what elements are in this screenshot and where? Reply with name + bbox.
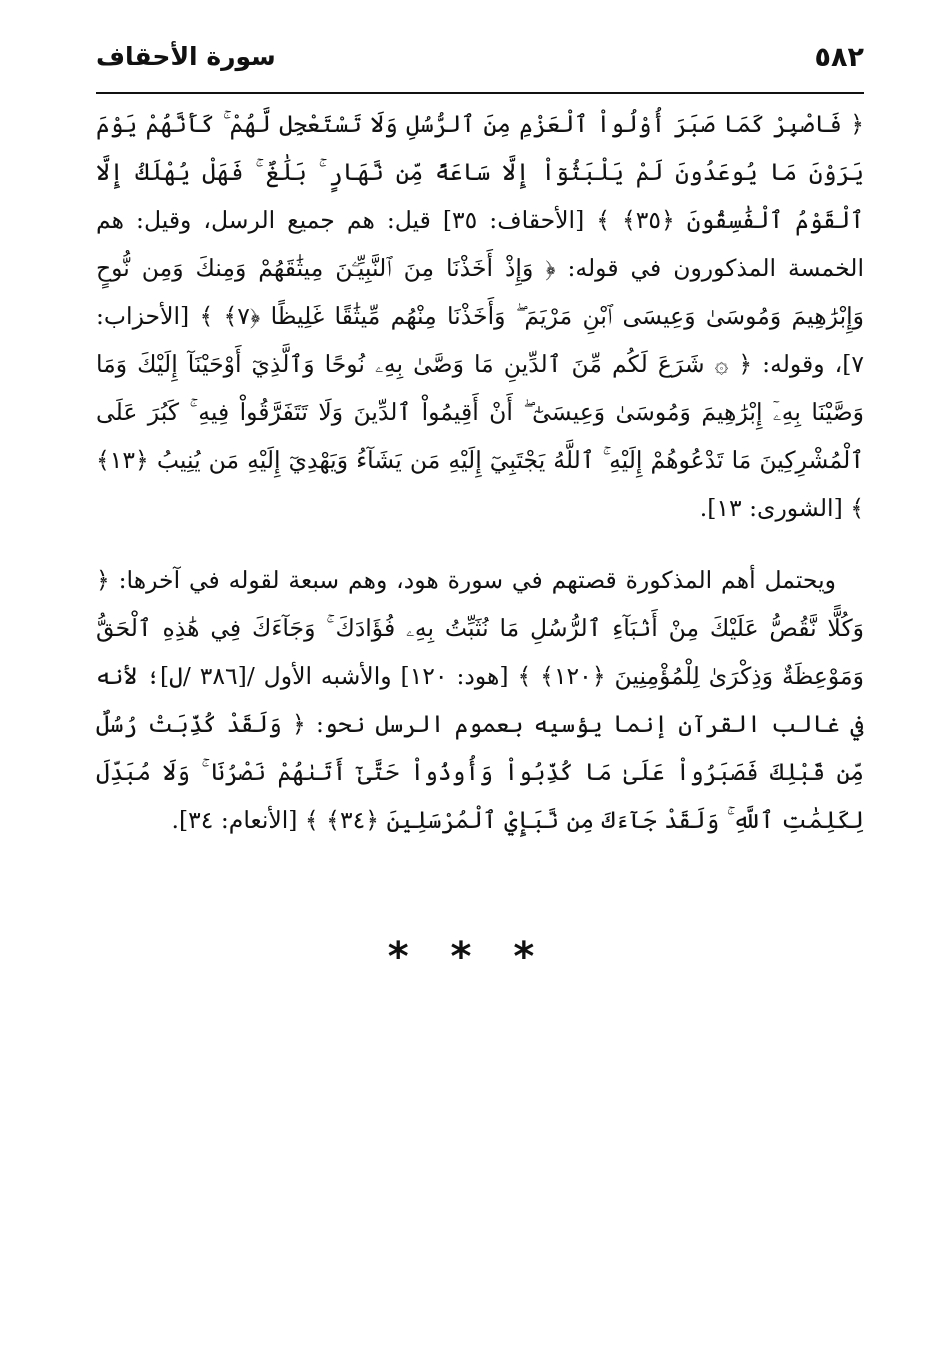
page-number: ٥٨٢ [814, 42, 864, 73]
paragraph-2: ويحتمل أهم المذكورة قصتهم في سورة هود، وهم سبعة لقوله في آخرها: ﴿ وَكُلًّا نَّقُصُّ عَلَيْكَ مِنْ أَنۢبَآءِ ٱلرُّسُلِ مَا نُثَبِّتُ بِهِۦ فُؤَادَكَ ۚ وَجَآءَكَ فِي هَٰذِهِ ٱلْحَقُّ وَمَوْعِظَةٌ وَذِكْرَىٰ لِلْمُؤْمِنِينَ ﴿١٢٠﴾ ﴾ [هود: ١٢٠] والأشبه الأول /[٣٨٦ /ل]؛ لأنه في غالب القرآن إنما يؤسيه بعموم الرسل نحو: ﴿ وَلَقَدْ كُذِّبَتْ رُسُلٌ مِّن قَبْلِكَ فَصَبَرُواْ عَلَىٰ مَا كُذِّبُواْ وَأُوذُواْ حَتَّىٰٓ أَتَىٰهُمْ نَصْرُنَا ۚ وَلَا مُبَدِّلَ لِكَلِمَٰتِ ٱللَّهِ ۚ وَلَقَدْ جَآءَكَ مِن نَّبَإِيْ ٱلْمُرْسَلِينَ ﴿٣٤﴾ ﴾ [الأنعام: ٣٤]. [96, 566, 864, 834]
header-divider [96, 92, 864, 94]
page-header [96, 36, 864, 88]
surah-title: سورة الأحقاف [96, 42, 276, 71]
page-body [96, 100, 864, 844]
section-separator: * * * [387, 934, 549, 980]
paragraph-1: ﴿ فَاصْبِرْ كَمَا صَبَرَ أُوْلُواْ ٱلْعَزْمِ مِنَ ٱلرُّسُلِ وَلَا تَسْتَعْجِل لَّهُمْ ۚ كَأَنَّهُمْ يَوْمَ يَرَوْنَ مَا يُوعَدُونَ لَمْ يَلْبَثُوٓاْ إِلَّا سَاعَةً مِّن نَّهَارٍ ۚ بَلَٰغٌ ۚ فَهَلْ يُهْلَكُ إِلَّا ٱلْقَوْمُ ٱلْفَٰسِقُونَ ﴿٣٥﴾ ﴾ [الأحقاف: ٣٥] قيل: هم جميع الرسل، وقيل: هم الخمسة المذكورون في قوله: ﴿ وَإِذْ أَخَذْنَا مِنَ ٱلنَّبِيِّـۧنَ مِيثَٰقَهُمْ وَمِنكَ وَمِن نُّوحٍ وَإِبْرَٰهِيمَ وَمُوسَىٰ وَعِيسَى ٱبْنِ مَرْيَمَ ۖ وَأَخَذْنَا مِنْهُم مِّيثَٰقًا غَلِيظًا ﴿٧﴾ ﴾ [الأحزاب: ٧]، وقوله: ﴿ ۞ شَرَعَ لَكُم مِّنَ ٱلدِّينِ مَا وَصَّىٰ بِهِۦ نُوحًا وَٱلَّذِيٓ أَوْحَيْنَآ إِلَيْكَ وَمَا وَصَّيْنَا بِهِۦٓ إِبْرَٰهِيمَ وَمُوسَىٰ وَعِيسَىٰٓ ۖ أَنْ أَقِيمُواْ ٱلدِّينَ وَلَا تَتَفَرَّقُواْ فِيهِ ۚ كَبُرَ عَلَى ٱلْمُشْرِكِينَ مَا تَدْعُوهُمْ إِلَيْهِ ۚ ٱللَّهُ يَجْتَبِيٓ إِلَيْهِ مَن يَشَآءُ وَيَهْدِيٓ إِلَيْهِ مَن يُنِيبُ ﴿١٣﴾ ﴾ [الشورى: ١٣]. [96, 110, 864, 522]
